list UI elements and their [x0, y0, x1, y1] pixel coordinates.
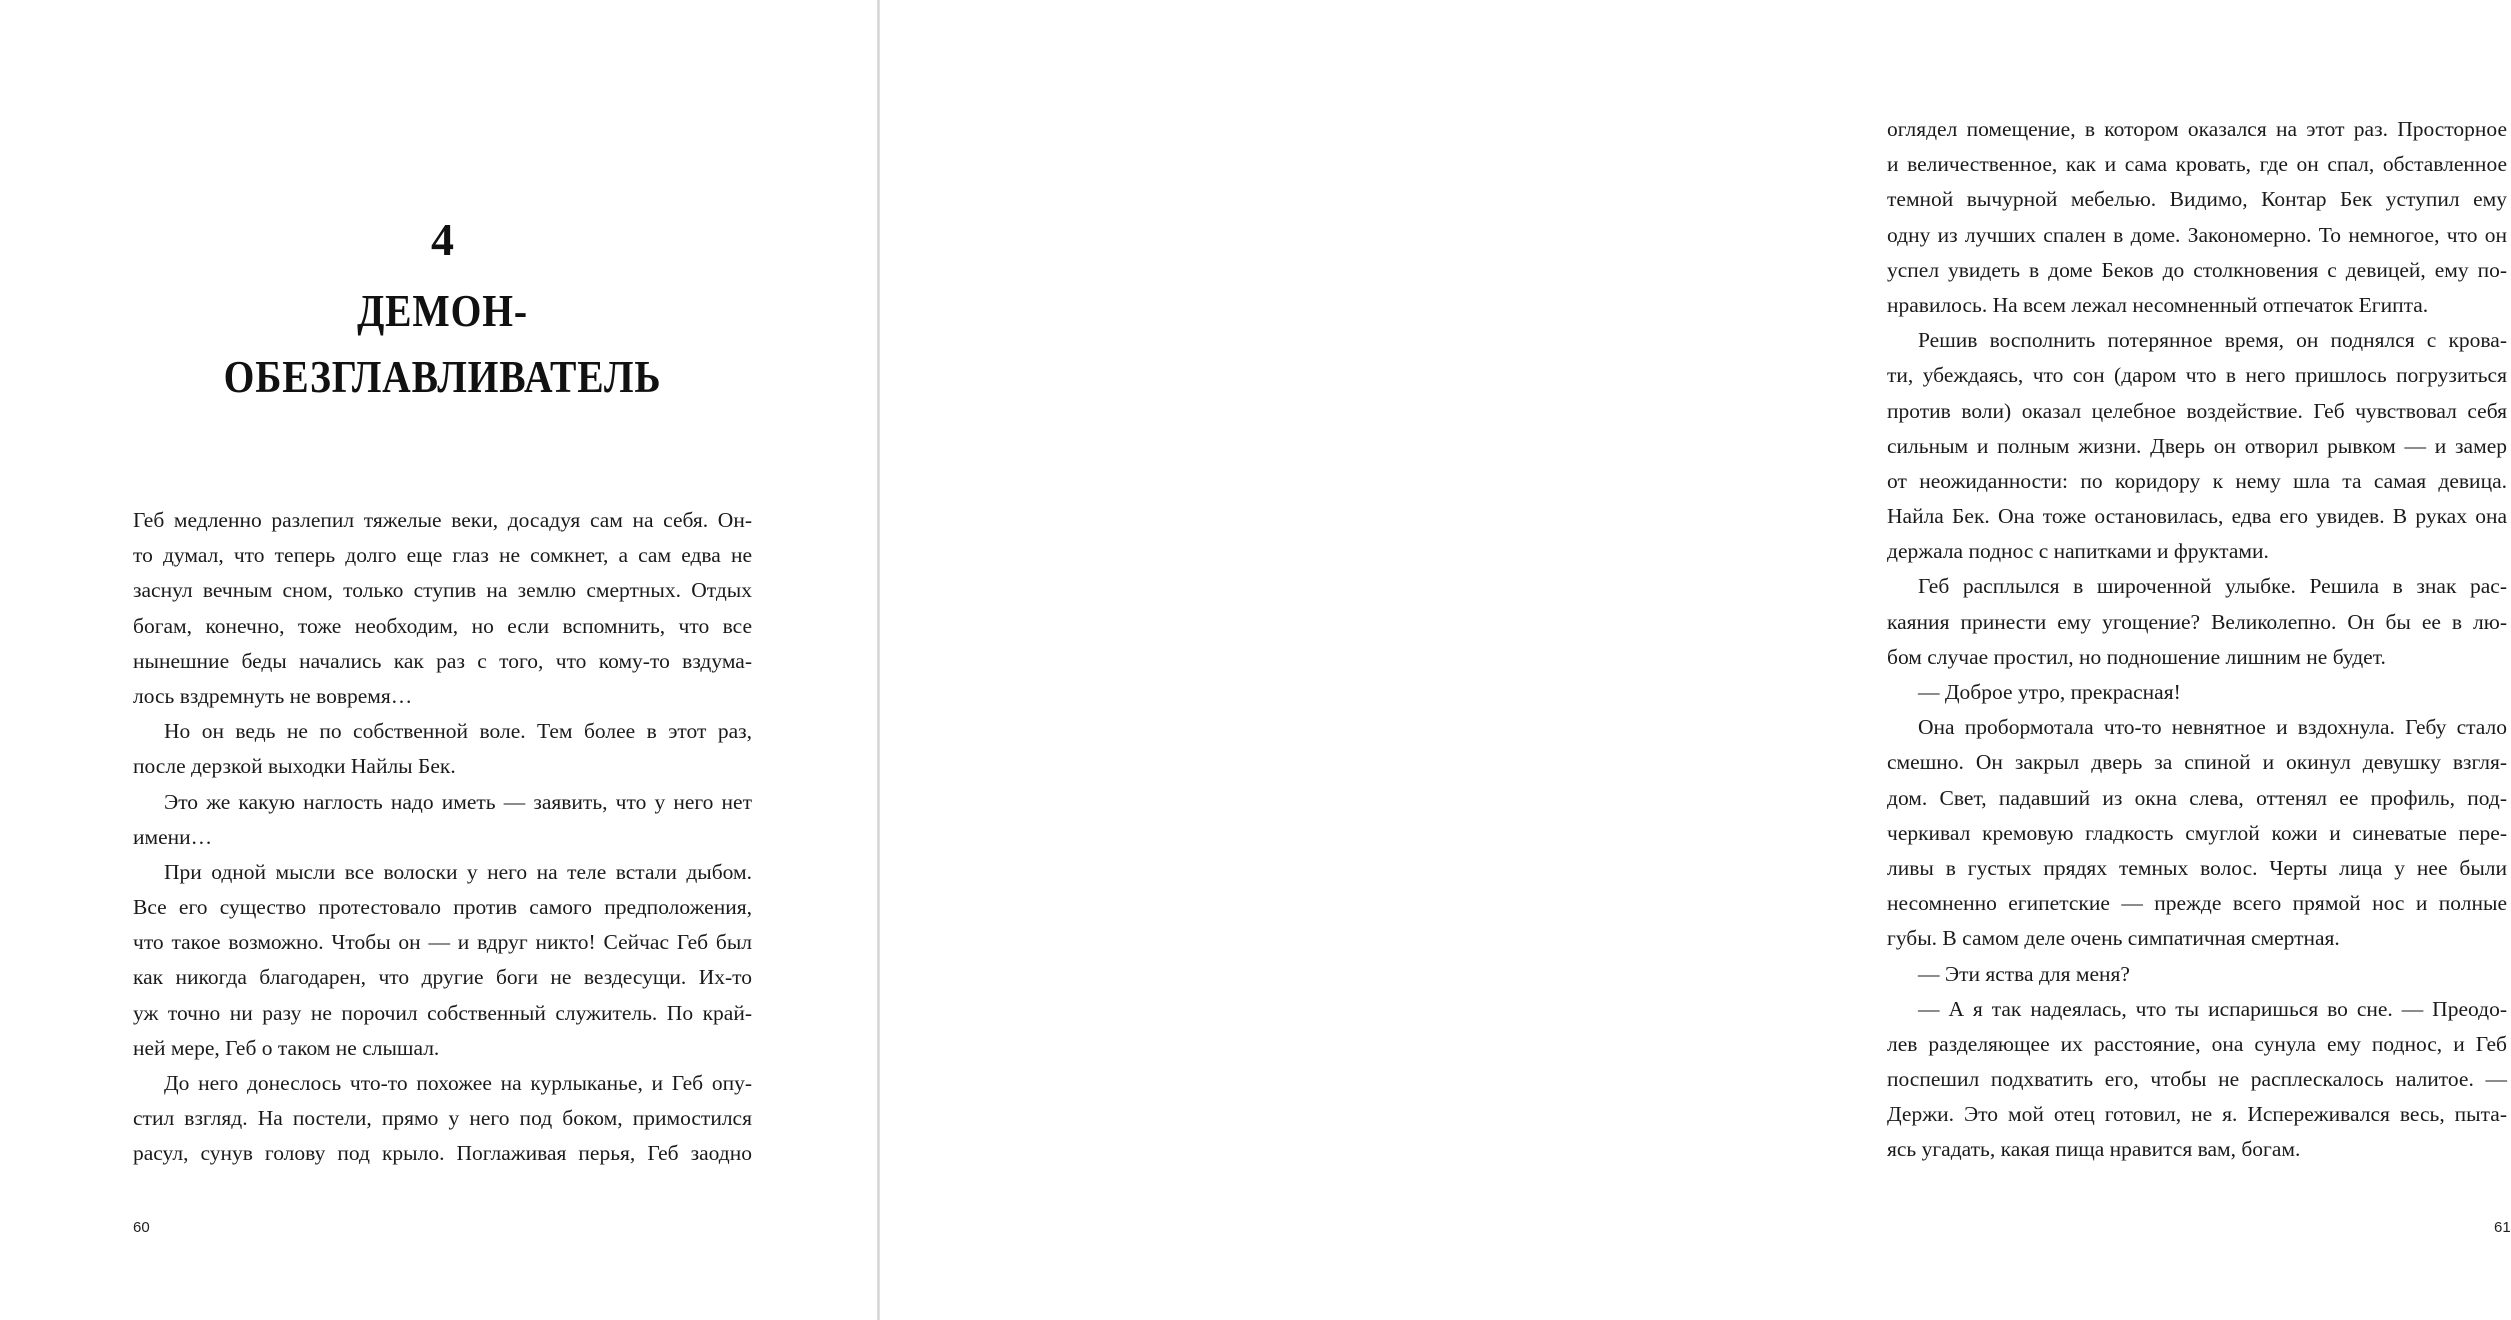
- page-number-left: 60: [133, 1219, 150, 1236]
- chapter-title-line: ОБЕЗГЛАВЛИВАТЕЛЬ: [223, 351, 662, 402]
- text-line: ясь угадать, какая пища нравится вам, богам.: [1887, 1137, 2301, 1162]
- left-page: [0, 0, 878, 1320]
- text-line: что такое возможно. Чтобы он — и вдруг никто! Сейчас Геб был: [133, 930, 752, 955]
- chapter-title-line: ДЕМОН-: [357, 285, 528, 336]
- text-line: Она пробормотала что-то невнятное и вздохнула. Гебу стало: [1918, 715, 2507, 740]
- text-line: При одной мысли все волоски у него на теле встали дыбом.: [164, 859, 752, 884]
- text-line: оглядел помещение, в котором оказался на этот раз. Просторное: [1887, 117, 2507, 141]
- text-line: имени…: [133, 824, 213, 849]
- text-line: — Эти яства для меня?: [1918, 961, 2130, 986]
- chapter-number: 4: [431, 214, 454, 265]
- text-line: нравилось. На всем лежал несомненный отпечаток Египта.: [1887, 292, 2429, 317]
- text-line: темной вычурной мебелью. Видимо, Контар Бек уступил ему: [1887, 187, 2507, 212]
- text-line: стил взгляд. На постели, прямо у него под боком, примостился: [133, 1106, 752, 1131]
- text-line: ти, убеждаясь, что сон (даром что в него пришлось погрузиться: [1887, 363, 2507, 388]
- text-line: смешно. Он закрыл дверь за спиной и окинул девушку взгля-: [1887, 750, 2507, 775]
- text-line: ней мере, Геб о таком не слышал.: [133, 1035, 440, 1060]
- text-line: — Доброе утро, прекрасная!: [1918, 680, 2181, 704]
- text-line: Но он ведь не по собственной воле. Тем более в этот раз,: [164, 719, 752, 744]
- right-body-text: [1887, 112, 2507, 1168]
- text-line: богам, конечно, тоже необходим, но если вспомнить, что все: [133, 613, 752, 638]
- text-line: До него донеслось что-то похожее на курлыканье, и Геб опу-: [164, 1071, 752, 1095]
- right-page: [880, 0, 2511, 1320]
- text-line: несомненно египетские — прежде всего прямой нос и полные: [1887, 891, 2507, 916]
- text-line: Найла Бек. Она тоже остановилась, едва его увидев. В руках она: [1887, 504, 2507, 529]
- text-line: каяния принести ему угощение? Великолепно. Он бы ее в лю-: [1887, 609, 2507, 634]
- text-line: уж точно ни разу не порочил собственный служитель. По край-: [133, 1000, 752, 1025]
- text-line: лось вздремнуть не вовремя…: [133, 683, 413, 708]
- page-number-right: 61: [2494, 1219, 2511, 1236]
- text-line: от неожиданности: по коридору к нему шла та самая девица.: [1887, 468, 2507, 493]
- chapter-title: [176, 278, 708, 410]
- text-line: против воли) оказал целебное воздействие. Геб чувствовал себя: [1887, 398, 2507, 423]
- text-line: губы. В самом деле очень симпатичная смертная.: [1887, 926, 2340, 951]
- text-line: поспешил подхватить его, чтобы не расплескалось налитое. —: [1887, 1067, 2507, 1092]
- text-line: бом случае простил, но подношение лишним не будет.: [1887, 644, 2386, 669]
- text-line: Все его существо протестовало против самого предположения,: [133, 895, 752, 920]
- text-line: нынешние беды начались как раз с того, что кому-то вздума-: [133, 648, 752, 673]
- text-line: держала поднос с напитками и фруктами.: [1887, 539, 2269, 564]
- text-line: Геб медленно разлепил тяжелые веки, досадуя сам на себя. Он-: [133, 508, 752, 532]
- text-line: успел увидеть в доме Беков до столкновения с девицей, ему по-: [1887, 257, 2507, 282]
- chapter-heading: [133, 210, 752, 410]
- text-line: дом. Свет, падавший из окна слева, оттенял ее профиль, под-: [1887, 785, 2507, 810]
- text-line: ливы в густых прядях темных волос. Черты лица у нее были: [1887, 855, 2507, 880]
- text-line: Геб расплылся в широченной улыбке. Решила в знак рас-: [1918, 574, 2507, 599]
- text-line: — А я так надеялась, что ты испаришься во сне. — Преодо-: [1918, 996, 2507, 1021]
- text-line: черкивал кремовую гладкость смуглой кожи и синеватые пере-: [1887, 820, 2507, 845]
- text-line: Решив восполнить потерянное время, он поднялся с крова-: [1918, 328, 2507, 353]
- text-line: сильным и полным жизни. Дверь он отворил рывком — и замер: [1887, 433, 2507, 458]
- text-line: расул, сунув голову под крыло. Поглаживая перья, Геб заодно: [133, 1141, 752, 1166]
- text-line: после дерзкой выходки Найлы Бек.: [133, 754, 456, 779]
- text-line: и величественное, как и сама кровать, где он спал, обставленное: [1887, 152, 2507, 177]
- text-line: как никогда благодарен, что другие боги не вездесущи. Их-то: [133, 965, 752, 990]
- text-line: Это же какую наглость надо иметь — заявить, что у него нет: [164, 789, 752, 814]
- text-line: заснул вечным сном, только ступив на землю смертных. Отдых: [133, 578, 752, 603]
- text-line: одну из лучших спален в доме. Закономерно. То немногое, что он: [1887, 222, 2507, 247]
- text-line: лев разделяющее их расстояние, она сунула ему поднос, и Геб: [1887, 1031, 2507, 1056]
- left-body-text: [133, 503, 752, 1172]
- text-line: то думал, что теперь долго еще глаз не сомкнет, а сам едва не: [133, 543, 752, 568]
- text-line: Держи. Это мой отец готовил, не я. Испереживался весь, пыта-: [1887, 1102, 2507, 1127]
